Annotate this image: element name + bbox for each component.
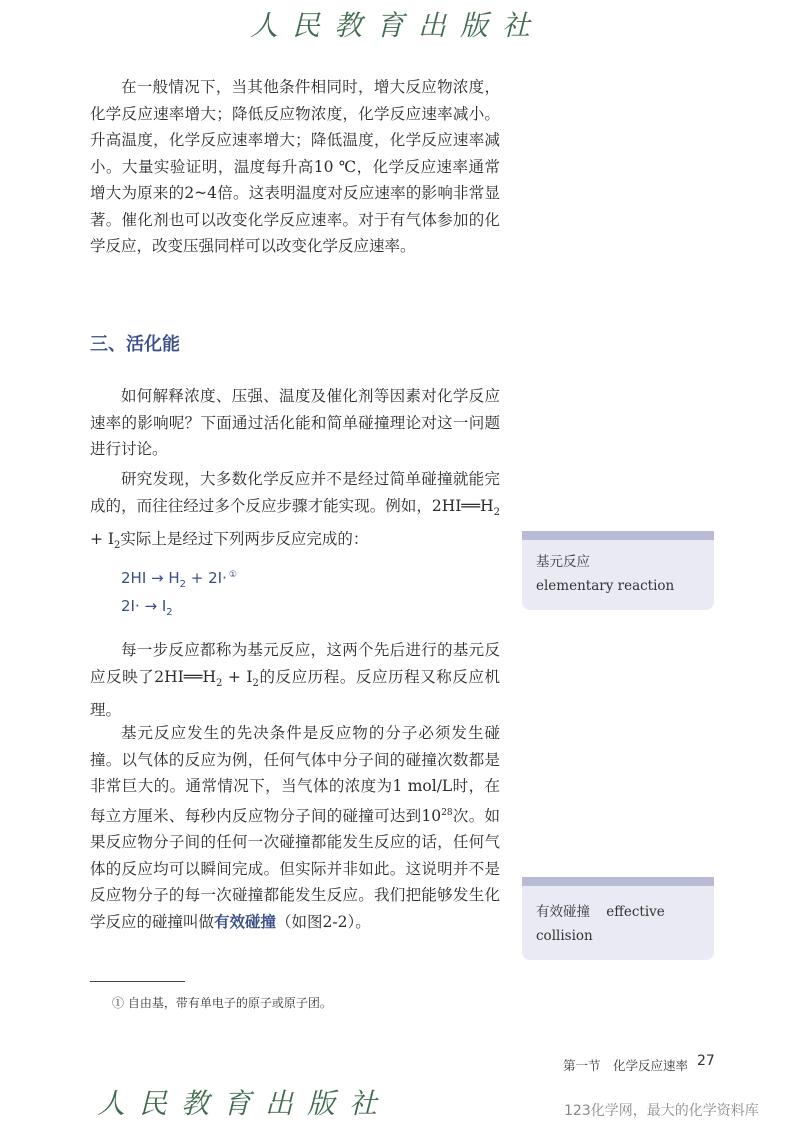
footnote-marker: ①	[228, 570, 237, 580]
glossary-term-zh: 基元反应	[536, 554, 590, 570]
publisher-watermark-bottom: 人民教育出版社	[97, 1087, 392, 1120]
footer-section-title: 第一节 化学反应速率	[563, 1058, 689, 1073]
publisher-watermark-top: 人民教育出版社	[249, 9, 544, 42]
paragraph-research: 研究发现，大多数化学反应并不是经过简单碰撞就能完成的，而往往经过多个反应步骤才能实现。例如，$2HI══H_2 + I_2$实际上是经过下列两步反应完成的：	[90, 470, 500, 552]
glossary-box-effective-collision	[522, 877, 714, 960]
section-title: 三、活化能	[90, 334, 180, 355]
formula-step-1: $2HI \to H_2 + 2I\cdot ^①$	[121, 569, 237, 590]
glossary-term-en: effective collision	[536, 904, 665, 944]
paragraph-elementary-reaction: 每一步反应都称为基元反应，这两个先后进行的基元反应反映了$2HI══H_2 + I_2$的反应历程。反应历程又称反应机理。	[90, 641, 500, 720]
formula-step-2: $2I\cdot \to I_2$	[121, 597, 173, 618]
paragraph-conditions: 在一般情况下，当其他条件相同时，增大反应物浓度，化学反应速率增大；降低反应物浓度，化学反应速率减小。升高温度，化学反应速率增大；降低温度，化学反应速率减小。大量实验证明，温度每升高10 ℃，化学反应速率通常增大为原来的2~4倍。这表明温度对反应速率的影响非常显著。催化剂也可以改变化学反应速率。对于有气体参加的化学反应，改变压强同样可以改变化学反应速率。	[90, 78, 500, 255]
glossary-term-zh: 有效碰撞	[536, 904, 590, 920]
paragraph-collision: 基元反应发生的先决条件是反应物的分子必须发生碰撞。以气体的反应为例，任何气体中分子间的碰撞次数都是非常巨大的。通常情况下，当气体的浓度为1 mol/L时，在每立方厘米、每秒内反应物分子间的碰撞可达到$10^{28}$次。如果反应物分子间的任何一次碰撞都能发生反应的话，任何气体的反应均可以瞬间完成。但实际并非如此。这说明并不是反应物分子的每一次碰撞都能发生反应。我们把能够发生化学反应的碰撞叫做有效碰撞（如图2-2）。	[90, 724, 500, 931]
footnote-divider	[90, 981, 185, 982]
glossary-box-header-bar	[522, 531, 714, 540]
paragraph-question: 如何解释浓度、压强、温度及催化剂等因素对化学反应速率的影响呢？下面通过活化能和简单碰撞理论对这一问题进行讨论。	[90, 387, 500, 458]
site-credit: 123化学网，最大的化学资料库	[564, 1103, 759, 1119]
glossary-box-header-bar	[522, 877, 714, 886]
glossary-box-elementary-reaction	[522, 531, 714, 610]
footnote-text: ① 自由基，带有单电子的原子或原子团。	[112, 996, 332, 1010]
glossary-term-en: elementary reaction	[536, 578, 675, 594]
keyword-effective-collision: 有效碰撞	[214, 911, 277, 931]
page-number: 27	[697, 1053, 715, 1069]
